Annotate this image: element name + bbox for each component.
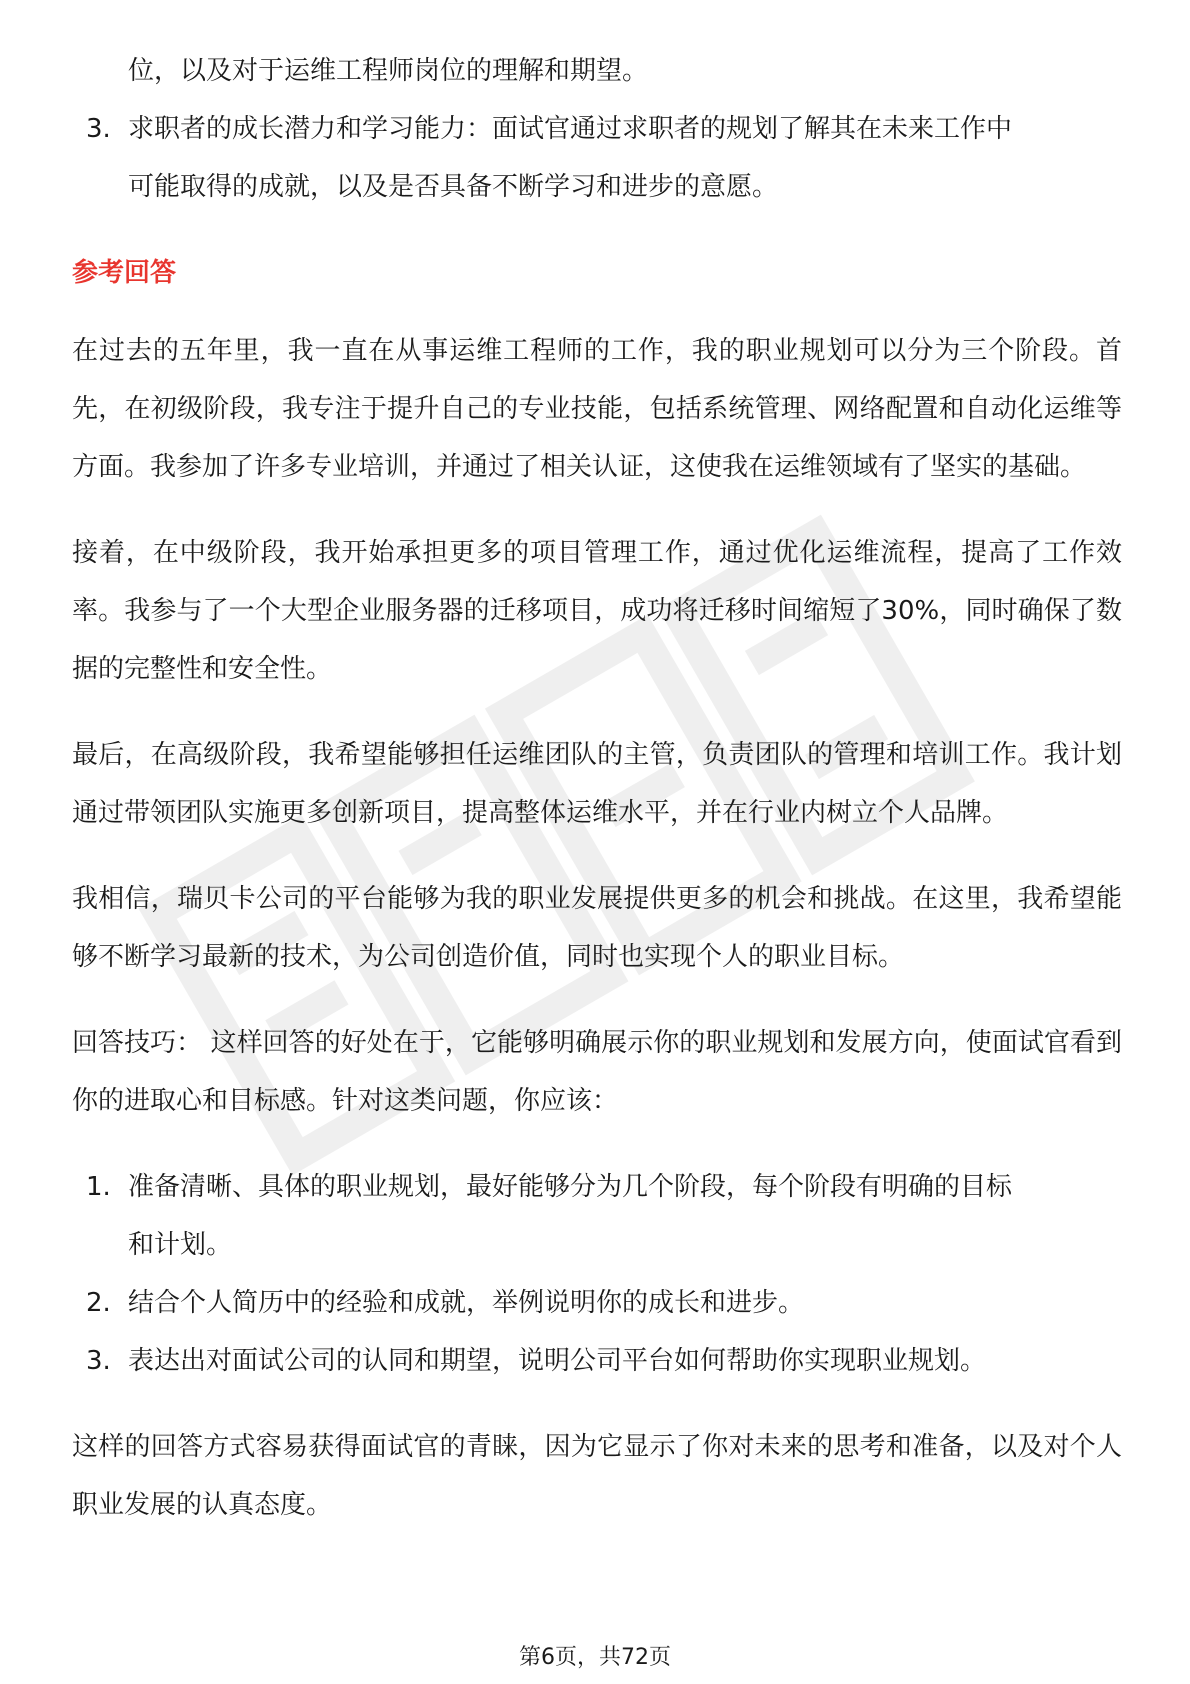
list-line: 和计划。 bbox=[128, 1230, 233, 1260]
tips-intro-paragraph: 回答技巧： 这样回答的好处在于，它能够明确展示你的职业规划和发展方向，使面试官看到你的进取心和目标感。针对这类问题，你应该： bbox=[72, 1028, 1122, 1116]
list-line: 结合个人简历中的经验和成就，举例说明你的成长和进步。 bbox=[128, 1288, 805, 1318]
list-number: 3. bbox=[86, 1346, 111, 1376]
answer-paragraph-4: 我相信，瑞贝卡公司的平台能够为我的职业发展提供更多的机会和挑战。在这里，我希望能够不断学习最新的技术，为公司创造价值，同时也实现个人的职业目标。 bbox=[72, 884, 1122, 972]
list-line: 可能取得的成就，以及是否具备不断学习和进步的意愿。 bbox=[128, 172, 779, 202]
list-item bbox=[72, 1332, 1122, 1390]
page-number-footer: 第6页，共72页 bbox=[519, 1645, 671, 1670]
list-number: 3. bbox=[86, 114, 111, 144]
answer-paragraph-1: 在过去的五年里，我一直在从事运维工程师的工作，我的职业规划可以分为三个阶段。首先，在初级阶段，我专注于提升自己的专业技能，包括系统管理、网络配置和自动化运维等方面。我参加了许多专业培训，并通过了相关认证，这使我在运维领域有了坚实的基础。 bbox=[72, 336, 1122, 482]
closing-paragraph: 这样的回答方式容易获得面试官的青睐，因为它显示了你对未来的思考和准备，以及对个人职业发展的认真态度。 bbox=[72, 1432, 1122, 1520]
list-number: 1. bbox=[86, 1172, 111, 1202]
tips-list bbox=[72, 1158, 1122, 1390]
list-item bbox=[72, 1274, 1122, 1332]
list-line: 准备清晰、具体的职业规划，最好能够分为几个阶段，每个阶段有明确的目标 bbox=[128, 1172, 1013, 1202]
list-item bbox=[72, 100, 1122, 216]
requirements-list bbox=[72, 100, 1122, 216]
answer-paragraph-3: 最后，在高级阶段，我希望能够担任运维团队的主管，负责团队的管理和培训工作。我计划通过带领团队实施更多创新项目，提高整体运维水平，并在行业内树立个人品牌。 bbox=[72, 740, 1122, 828]
list-line: 求职者的成长潜力和学习能力：面试官通过求职者的规划了解其在未来工作中 bbox=[128, 114, 1013, 144]
list-item-continuation: 位，以及对于运维工程师岗位的理解和期望。 bbox=[128, 56, 649, 86]
section-heading: 参考回答 bbox=[72, 258, 177, 288]
list-line: 表达出对面试公司的认同和期望，说明公司平台如何帮助你实现职业规划。 bbox=[128, 1346, 987, 1376]
answer-paragraph-2: 接着，在中级阶段，我开始承担更多的项目管理工作，通过优化运维流程，提高了工作效率。我参与了一个大型企业服务器的迁移项目，成功将迁移时间缩短了30%，同时确保了数据的完整性和安全性。 bbox=[72, 538, 1122, 684]
document-content bbox=[72, 42, 1122, 1562]
list-item bbox=[72, 1158, 1122, 1274]
list-number: 2. bbox=[86, 1288, 111, 1318]
